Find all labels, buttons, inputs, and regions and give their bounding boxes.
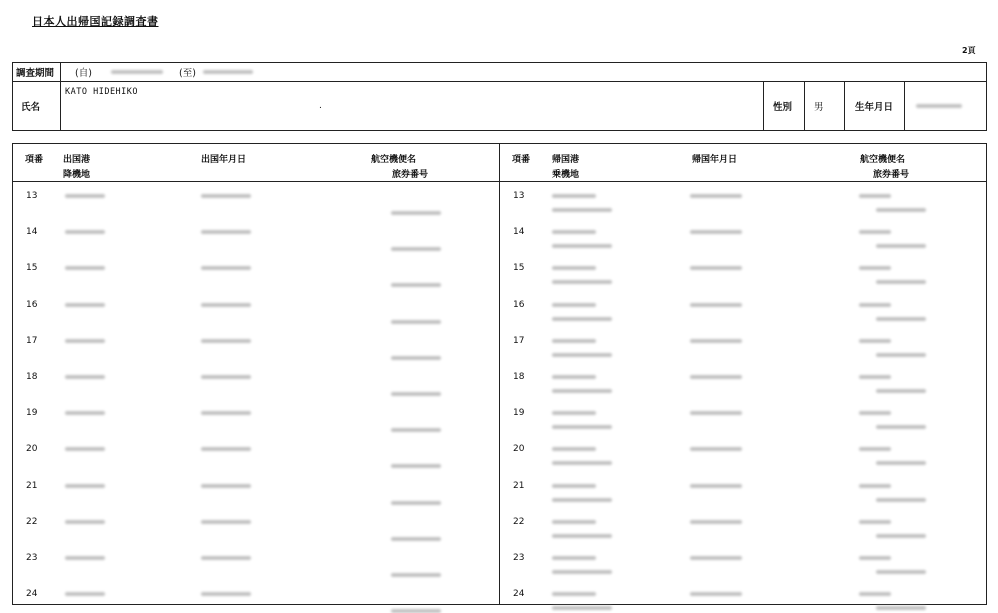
flight-redacted <box>859 230 891 234</box>
port-redacted <box>552 592 596 596</box>
from-label: (自) <box>75 68 92 79</box>
page-number: 2頁 <box>962 46 976 55</box>
header-embark: 乗機地 <box>552 170 580 180</box>
port-redacted <box>65 194 105 198</box>
row-number: 21 <box>513 480 525 491</box>
row-number: 16 <box>26 299 38 310</box>
table-row <box>500 222 986 258</box>
embark-redacted <box>552 208 612 212</box>
port-redacted <box>552 484 596 488</box>
sex-value: 男 <box>814 102 824 113</box>
date-redacted <box>201 266 251 270</box>
header-no: 項番 <box>25 155 44 165</box>
flight-redacted <box>859 447 891 451</box>
row-number: 23 <box>26 553 38 563</box>
passport-redacted <box>876 425 926 429</box>
port-redacted <box>65 266 105 270</box>
date-redacted <box>201 447 251 451</box>
row-number: 17 <box>513 335 525 346</box>
port-redacted <box>552 375 596 379</box>
port-redacted <box>65 411 105 415</box>
table-row <box>500 439 986 475</box>
flight-redacted <box>859 484 891 488</box>
embark-redacted <box>552 389 612 393</box>
header-disembark: 降機地 <box>63 170 91 180</box>
passport-redacted <box>391 464 441 468</box>
passport-redacted <box>391 356 441 360</box>
passport-redacted <box>876 353 926 357</box>
return-table-header <box>500 144 986 182</box>
row-number: 23 <box>513 553 525 563</box>
table-row <box>13 367 499 403</box>
embark-redacted <box>552 606 612 610</box>
table-row <box>13 222 499 258</box>
table-row <box>500 512 986 548</box>
date-redacted <box>201 303 251 307</box>
date-redacted <box>690 484 742 488</box>
port-redacted <box>552 556 596 560</box>
name-value: KATO HIDEHIKO <box>65 87 139 97</box>
date-redacted <box>690 303 742 307</box>
row-number: 18 <box>26 372 38 382</box>
date-redacted <box>690 592 742 596</box>
table-row <box>13 403 499 439</box>
to-date-redacted <box>203 70 253 74</box>
flight-redacted <box>859 339 891 343</box>
dob-redacted <box>916 104 962 108</box>
port-redacted <box>65 592 105 596</box>
flight-redacted <box>859 303 891 307</box>
period-label: 調査期間 <box>16 68 55 79</box>
flight-redacted <box>859 194 891 198</box>
row-number: 21 <box>26 480 38 491</box>
departure-table <box>12 143 500 605</box>
passport-redacted <box>876 389 926 393</box>
table-row <box>500 186 986 222</box>
port-redacted <box>552 520 596 524</box>
table-row <box>500 258 986 294</box>
row-number: 17 <box>26 335 38 346</box>
header-passport: 旅券番号 <box>392 170 429 180</box>
row-number: 24 <box>26 589 38 600</box>
table-row <box>500 403 986 439</box>
table-row <box>13 439 499 475</box>
row-number: 19 <box>513 408 525 419</box>
header-return-port: 帰国港 <box>552 155 580 165</box>
table-row <box>500 295 986 331</box>
passport-redacted <box>391 428 441 432</box>
port-redacted <box>65 230 105 234</box>
table-row <box>13 295 499 331</box>
header-flight: 航空機便名 <box>860 155 906 165</box>
passport-redacted <box>391 211 441 215</box>
return-table <box>499 143 987 605</box>
sex-label: 性別 <box>773 102 793 113</box>
row-number: 19 <box>26 408 38 419</box>
table-row <box>500 584 986 613</box>
embark-redacted <box>552 353 612 357</box>
table-row <box>13 548 499 584</box>
flight-redacted <box>859 375 891 379</box>
date-redacted <box>690 230 742 234</box>
row-number: 20 <box>26 444 38 455</box>
date-redacted <box>201 520 251 524</box>
passport-redacted <box>391 247 441 251</box>
date-redacted <box>690 411 742 415</box>
period-row <box>13 63 986 82</box>
name-dot: . <box>319 101 322 111</box>
header-departure-date: 出国年月日 <box>201 155 247 165</box>
departure-table-header <box>13 144 499 182</box>
row-number: 15 <box>26 263 38 274</box>
port-redacted <box>552 447 596 451</box>
embark-redacted <box>552 534 612 538</box>
table-row <box>13 584 499 613</box>
passport-redacted <box>391 283 441 287</box>
embark-redacted <box>552 280 612 284</box>
port-redacted <box>65 520 105 524</box>
passport-redacted <box>391 320 441 324</box>
passport-redacted <box>391 573 441 577</box>
embark-redacted <box>552 317 612 321</box>
row-number: 13 <box>513 191 525 201</box>
date-redacted <box>201 194 251 198</box>
date-redacted <box>201 339 251 343</box>
table-row <box>13 258 499 294</box>
passport-redacted <box>391 609 441 613</box>
table-row <box>500 331 986 367</box>
passport-redacted <box>391 501 441 505</box>
passport-redacted <box>876 317 926 321</box>
passport-redacted <box>876 244 926 248</box>
date-redacted <box>690 556 742 560</box>
row-number: 14 <box>26 227 38 238</box>
date-redacted <box>690 266 742 270</box>
port-redacted <box>552 339 596 343</box>
table-row <box>13 186 499 222</box>
embark-redacted <box>552 570 612 574</box>
date-redacted <box>690 194 742 198</box>
port-redacted <box>65 447 105 451</box>
date-redacted <box>201 484 251 488</box>
date-redacted <box>201 375 251 379</box>
table-row <box>500 367 986 403</box>
date-redacted <box>690 447 742 451</box>
header-return-date: 帰国年月日 <box>692 155 738 165</box>
row-number: 22 <box>513 516 525 527</box>
flight-redacted <box>859 520 891 524</box>
passport-redacted <box>876 570 926 574</box>
table-row <box>13 331 499 367</box>
passport-redacted <box>391 537 441 541</box>
port-redacted <box>552 411 596 415</box>
port-redacted <box>552 194 596 198</box>
date-redacted <box>690 520 742 524</box>
embark-redacted <box>552 425 612 429</box>
row-number: 15 <box>513 263 525 274</box>
table-row <box>13 476 499 512</box>
date-redacted <box>201 230 251 234</box>
passport-redacted <box>876 208 926 212</box>
row-number: 20 <box>513 444 525 455</box>
from-date-redacted <box>111 70 163 74</box>
flight-redacted <box>859 411 891 415</box>
port-redacted <box>552 303 596 307</box>
flight-redacted <box>859 266 891 270</box>
date-redacted <box>201 411 251 415</box>
to-label: (至) <box>179 68 196 79</box>
row-number: 22 <box>26 516 38 527</box>
table-row <box>13 512 499 548</box>
row-number: 16 <box>513 299 525 310</box>
port-redacted <box>65 484 105 488</box>
header-passport: 旅券番号 <box>873 170 910 180</box>
row-number: 13 <box>26 191 38 201</box>
table-row <box>500 548 986 584</box>
embark-redacted <box>552 244 612 248</box>
table-row <box>500 476 986 512</box>
port-redacted <box>552 230 596 234</box>
date-redacted <box>201 592 251 596</box>
date-redacted <box>690 339 742 343</box>
embark-redacted <box>552 461 612 465</box>
name-label: 氏名 <box>21 102 41 113</box>
header-departure-port: 出国港 <box>63 155 91 165</box>
date-redacted <box>690 375 742 379</box>
passport-redacted <box>391 392 441 396</box>
flight-redacted <box>859 592 891 596</box>
row-number: 18 <box>513 372 525 382</box>
passport-redacted <box>876 498 926 502</box>
dob-label: 生年月日 <box>855 102 894 113</box>
row-number: 14 <box>513 227 525 238</box>
port-redacted <box>552 266 596 270</box>
header-no: 項番 <box>512 155 531 165</box>
port-redacted <box>65 375 105 379</box>
flight-redacted <box>859 556 891 560</box>
passport-redacted <box>876 280 926 284</box>
row-number: 24 <box>513 589 525 600</box>
port-redacted <box>65 303 105 307</box>
passport-redacted <box>876 606 926 610</box>
embark-redacted <box>552 498 612 502</box>
port-redacted <box>65 556 105 560</box>
passport-redacted <box>876 461 926 465</box>
date-redacted <box>201 556 251 560</box>
passport-redacted <box>876 534 926 538</box>
port-redacted <box>65 339 105 343</box>
header-box <box>12 62 987 131</box>
header-flight: 航空機便名 <box>371 155 417 165</box>
document-title: 日本人出帰国記録調査書 <box>32 15 159 28</box>
